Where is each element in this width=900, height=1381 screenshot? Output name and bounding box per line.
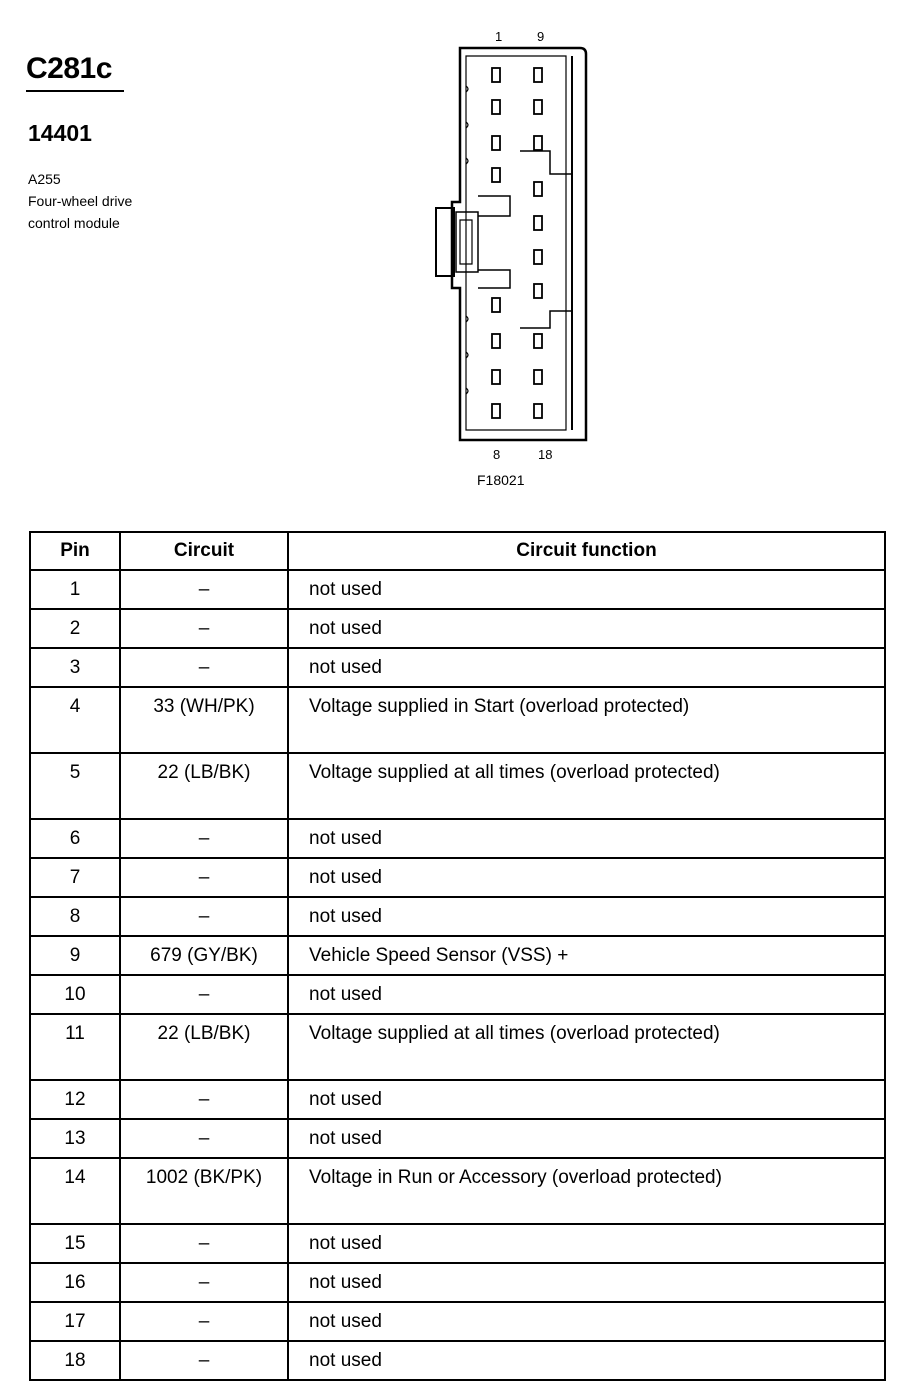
circuit-cell: – (120, 1224, 288, 1263)
pin-label-top-right: 9 (537, 29, 545, 44)
function-cell: Voltage supplied in Start (overload protected) (288, 687, 885, 753)
circuit-cell: – (120, 1341, 288, 1380)
figure-label: F18021 (477, 472, 525, 488)
pin-cell: 17 (30, 1302, 120, 1341)
circuit-cell: – (120, 648, 288, 687)
table-row (30, 1080, 885, 1119)
table-header-row (30, 532, 885, 570)
function-cell: not used (288, 819, 885, 858)
module-name-line2: control module (28, 215, 120, 231)
function-cell: not used (288, 1302, 885, 1341)
table-row (30, 609, 885, 648)
pin-cell: 8 (30, 897, 120, 936)
function-cell: not used (288, 1224, 885, 1263)
function-cell: not used (288, 897, 885, 936)
function-cell: not used (288, 975, 885, 1014)
table-row (30, 753, 885, 819)
circuit-cell: – (120, 1080, 288, 1119)
pin-cell: 14 (30, 1158, 120, 1224)
circuit-cell: – (120, 1302, 288, 1341)
pin-label-bottom-left: 8 (493, 447, 501, 462)
circuit-cell: 22 (LB/BK) (120, 753, 288, 819)
pin-cell: 3 (30, 648, 120, 687)
circuit-cell: – (120, 1263, 288, 1302)
table-row (30, 570, 885, 609)
circuit-cell: – (120, 609, 288, 648)
pin-cell: 2 (30, 609, 120, 648)
circuit-cell: – (120, 819, 288, 858)
pin-label-top-left: 1 (495, 29, 503, 44)
header-circuit-function: Circuit function (288, 532, 885, 570)
table-row (30, 1341, 885, 1380)
module-description (28, 168, 132, 234)
connector-diagram (430, 26, 600, 466)
table-row (30, 687, 885, 753)
function-cell: Voltage in Run or Accessory (overload protected) (288, 1158, 885, 1224)
pin-cell: 16 (30, 1263, 120, 1302)
table-row (30, 1224, 885, 1263)
circuit-cell: 679 (GY/BK) (120, 936, 288, 975)
header-pin: Pin (30, 532, 120, 570)
function-cell: not used (288, 858, 885, 897)
function-cell: not used (288, 1263, 885, 1302)
table-row (30, 1302, 885, 1341)
table-row (30, 936, 885, 975)
function-cell: not used (288, 1119, 885, 1158)
pin-cell: 6 (30, 819, 120, 858)
pin-label-bottom-right: 18 (538, 447, 553, 462)
table-row (30, 819, 885, 858)
pin-cell: 15 (30, 1224, 120, 1263)
pin-cell: 5 (30, 753, 120, 819)
table-row (30, 975, 885, 1014)
circuit-cell: – (120, 975, 288, 1014)
pin-cell: 4 (30, 687, 120, 753)
circuit-cell: 1002 (BK/PK) (120, 1158, 288, 1224)
circuit-cell: – (120, 570, 288, 609)
function-cell: Vehicle Speed Sensor (VSS) + (288, 936, 885, 975)
table-body (30, 570, 885, 1380)
table-row (30, 1158, 885, 1224)
table-row (30, 1263, 885, 1302)
function-cell: Voltage supplied at all times (overload protected) (288, 1014, 885, 1080)
pinout-table (29, 531, 886, 1381)
table-row (30, 1014, 885, 1080)
table-row (30, 1119, 885, 1158)
header-circuit: Circuit (120, 532, 288, 570)
function-cell: not used (288, 1341, 885, 1380)
circuit-cell: 33 (WH/PK) (120, 687, 288, 753)
function-cell: not used (288, 1080, 885, 1119)
pin-cell: 13 (30, 1119, 120, 1158)
pin-cell: 10 (30, 975, 120, 1014)
function-cell: not used (288, 609, 885, 648)
circuit-cell: – (120, 1119, 288, 1158)
connector-id: C281c (26, 52, 124, 92)
function-cell: not used (288, 570, 885, 609)
module-code: A255 (28, 171, 61, 187)
circuit-cell: – (120, 858, 288, 897)
circuit-cell: – (120, 897, 288, 936)
table-row (30, 858, 885, 897)
circuit-cell: 22 (LB/BK) (120, 1014, 288, 1080)
table-row (30, 897, 885, 936)
pin-cell: 11 (30, 1014, 120, 1080)
pin-cell: 18 (30, 1341, 120, 1380)
function-cell: Voltage supplied at all times (overload protected) (288, 753, 885, 819)
part-number: 14401 (28, 120, 92, 146)
pin-cell: 7 (30, 858, 120, 897)
pin-cell: 1 (30, 570, 120, 609)
table-row (30, 648, 885, 687)
module-name-line1: Four-wheel drive (28, 193, 133, 209)
pin-cell: 9 (30, 936, 120, 975)
pin-cell: 12 (30, 1080, 120, 1119)
function-cell: not used (288, 648, 885, 687)
